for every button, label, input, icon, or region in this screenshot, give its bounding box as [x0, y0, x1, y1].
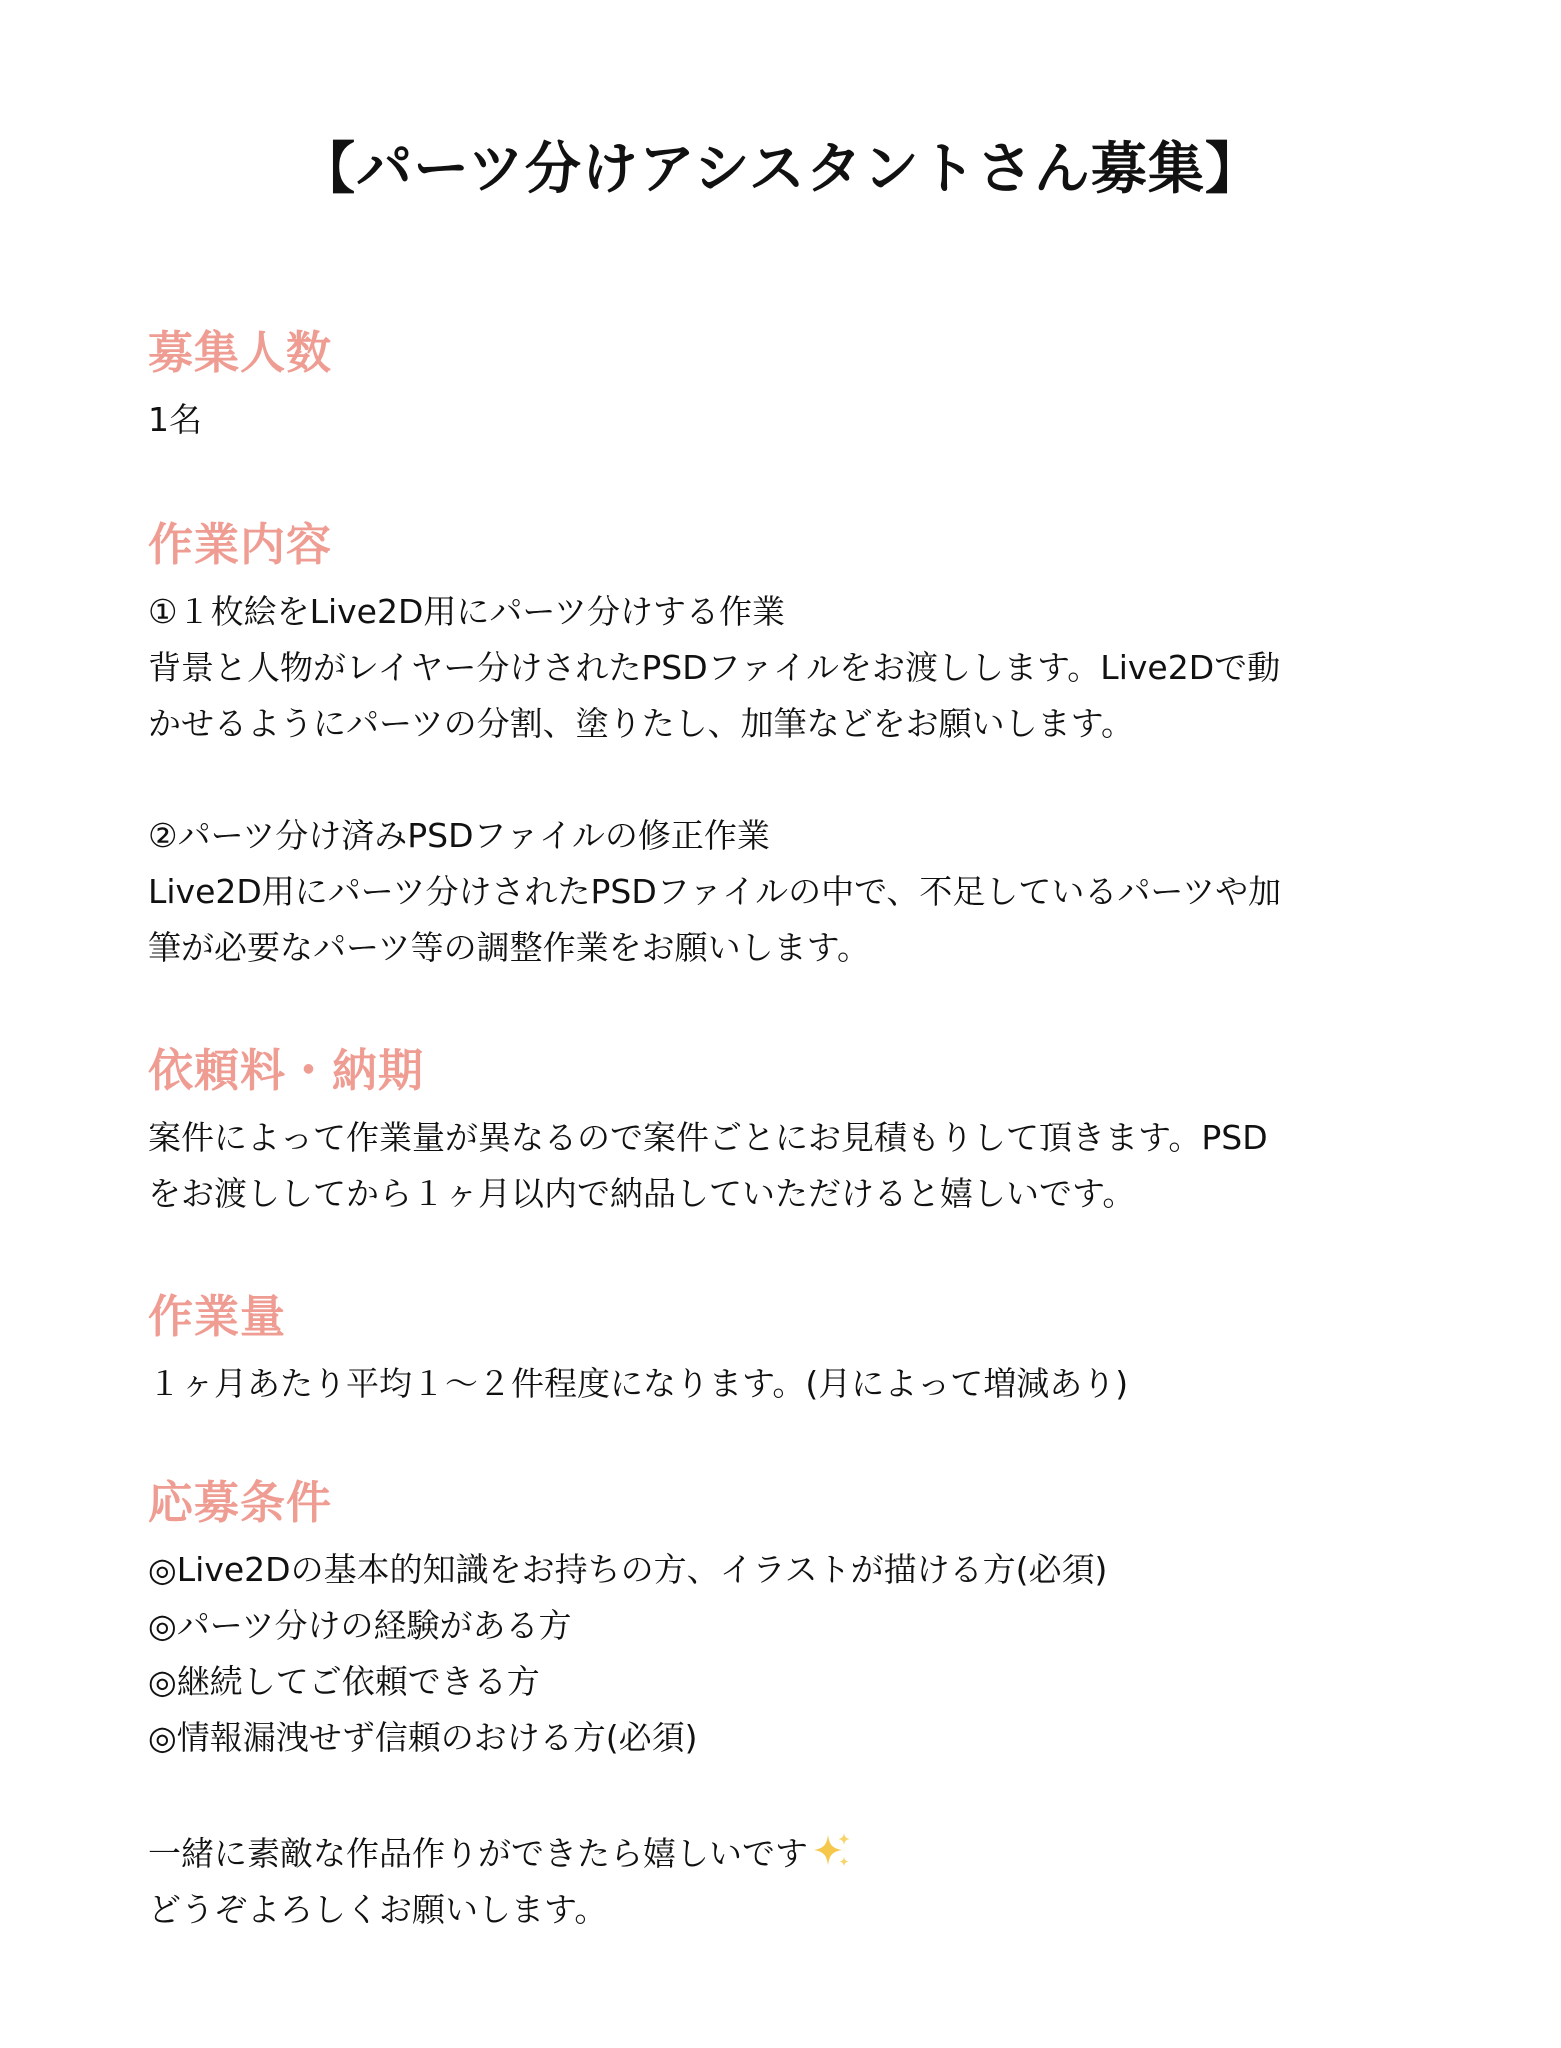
section-text: かせるようにパーツの分割、塗りたし、加筆などをお願いします。	[148, 704, 1135, 743]
page-title: 【パーツ分けアシスタントさん募集】	[299, 137, 1262, 202]
section-recruit-count	[148, 318, 1418, 448]
requirement-item: ◎Live2Dの基本的知識をお持ちの方、イラストが描ける方(必須)	[148, 1550, 1108, 1589]
section-heading: 募集人数	[148, 326, 333, 379]
section-heading: 作業量	[148, 1290, 287, 1343]
section-text: １ヶ月あたり平均１〜２件程度になります。(月によって増減あり)	[148, 1364, 1129, 1403]
requirement-item: ◎情報漏洩せず信頼のおける方(必須)	[148, 1718, 698, 1757]
section-text: をお渡ししてから１ヶ月以内で納品していただけると嬉しいです。	[148, 1174, 1136, 1213]
requirement-item: ◎パーツ分けの経験がある方	[148, 1606, 572, 1645]
section-text: 背景と人物がレイヤー分けされたPSDファイルをお渡しします。Live2Dで動	[148, 648, 1281, 687]
section-text: Live2D用にパーツ分けされたPSDファイルの中で、不足しているパーツや加	[148, 872, 1282, 911]
section-fee-deadline	[148, 1036, 1418, 1222]
closing-line-1	[148, 1826, 1418, 1882]
closing-text: 一緒に素敵な作品作りができたら嬉しいです	[148, 1834, 808, 1873]
requirement-item: ◎継続してご依頼できる方	[148, 1662, 540, 1701]
section-heading: 応募条件	[148, 1476, 333, 1529]
document-body	[148, 318, 1418, 1938]
section-text: 1名	[148, 400, 202, 439]
closing-line-2: どうぞよろしくお願いします。	[148, 1890, 608, 1929]
section-requirements	[148, 1468, 1418, 1766]
section-text: 案件によって作業量が異なるので案件ごとにお見積もりして頂きます。PSD	[148, 1118, 1268, 1157]
sparkles-icon	[810, 1831, 854, 1871]
section-work-content	[148, 510, 1418, 976]
section-text: ②パーツ分け済みPSDファイルの修正作業	[148, 816, 770, 855]
section-workload	[148, 1282, 1418, 1412]
closing-message	[148, 1826, 1418, 1938]
section-text: ①１枚絵をLive2D用にパーツ分けする作業	[148, 592, 786, 631]
section-text: 筆が必要なパーツ等の調整作業をお願いします。	[148, 928, 871, 967]
spacer	[148, 752, 1418, 808]
section-heading: 作業内容	[148, 518, 333, 571]
section-heading: 依頼料・納期	[148, 1044, 425, 1097]
